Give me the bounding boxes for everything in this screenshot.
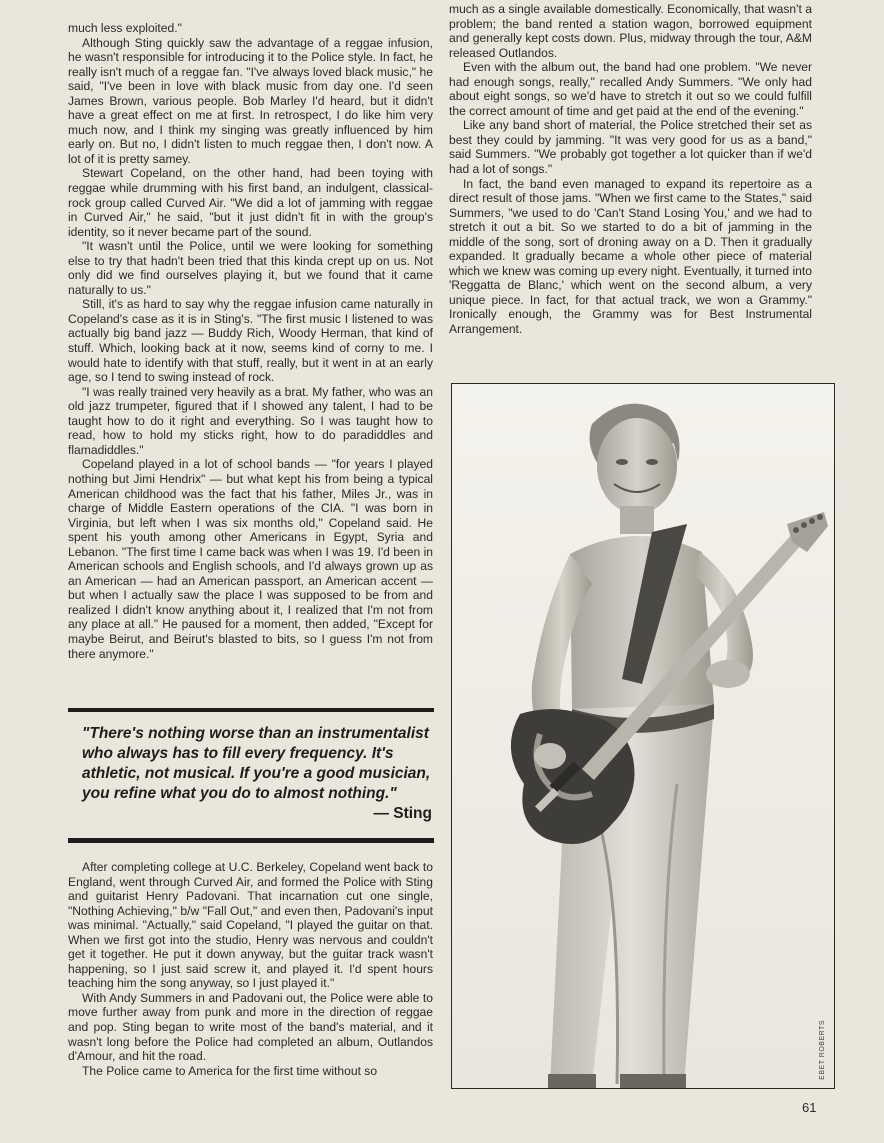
- article-column-right-top: [449, 2, 812, 337]
- paragraph: Like any band short of material, the Police stretched their set as best they could by jamming. "It was very good for us as a band," said Summers. "We probably got together a lot quicker than if we'd had a lot of songs.": [449, 118, 812, 177]
- pull-quote: [68, 724, 434, 824]
- paragraph: "I was really trained very heavily as a brat. My father, who was an old jazz trumpeter, figured that if I showed any talent, I had to be taught how to do it right and everything. So I was taught how to read, how to hold my sticks right, how to do paradiddles and flamadiddles.": [68, 384, 433, 457]
- article-column-left-top: [68, 21, 433, 661]
- paragraph: After completing college at U.C. Berkeley, Copeland went back to England, went through Curved Air, and formed the Police with Sting and guitarist Henry Padovani. That incarnation cut one single, "Nothing Achieving," b/w "Fall Out," and even then, Padovani's input was minimal. "Actually," said Copeland, "I played the guitar on that. When we first got into the studio, Henry was nervous and couldn't get it together. He put it down anyway, but the guitar track wasn't happening, so I just said screw it, and played it. I'd spent hours teaching him the song anyway, so I just played it.": [68, 860, 433, 991]
- concert-photo: [451, 383, 835, 1089]
- paragraph: With Andy Summers in and Padovani out, the Police were able to move further away from punk and more in the direction of reggae and pop. Sting began to write most of the band's material, and it wasn't long before the Police had completed an album, Outlandos d'Amour, and hit the road.: [68, 990, 433, 1064]
- bassist-photo-illustration: [452, 384, 835, 1089]
- pull-quote-top-rule: [68, 708, 434, 712]
- pull-quote-bottom-rule: [68, 838, 434, 843]
- paragraph: Even with the album out, the band had one problem. "We never had enough songs, really," recalled Andy Summers. "We only had about eight songs, so we'd have to stretch it out so we could fulfill the correct amount of time and get paid at the end of the evening.": [449, 60, 812, 118]
- article-column-left-bottom: [68, 860, 433, 1078]
- pull-quote-text: "There's nothing worse than an instrumentalist who always has to fill every frequency. It's athletic, not musical. If you're a good musician, you refine what you do to almost nothing.": [82, 725, 431, 802]
- paragraph: The Police came to America for the first time without so: [82, 1063, 378, 1078]
- pull-quote-attribution: — Sting: [373, 805, 432, 822]
- page-number: 61: [802, 1100, 817, 1115]
- paragraph: Still, it's as hard to say why the reggae infusion came naturally in Copeland's case as it is in Sting's. "The first music I listened to was actually big band jazz — Buddy Rich, Woody Herman, that kind of stuff. Which, looking back at it now, seems kind of corny to me. I would hate to identify with that stuff, really, but it went in at an early age, so I tend to swing instead of rock.: [68, 297, 433, 385]
- photo-credit: EBET ROBERTS: [819, 1020, 826, 1080]
- paragraph: Although Sting quickly saw the advantage of a reggae infusion, he wasn't responsible for introducing it to the Police style. In fact, he really isn't much of a reggae fan. "I've always loved black music," he said, "I've been in love with black music from day one. I'd seen James Brown, various people. Bob Marley I'd heard, but it didn't have a great effect on me at first. In retrospect, I do like him very much now, and I think my singing was greatly influenced by him early on. But no, I didn't listen to much reggae then, I don't now. A lot of it is pretty samey.: [68, 35, 433, 166]
- paragraph: "It wasn't until the Police, until we were looking for something else to try that hadn't been tried that this kinda crept up on us. Not only did we find ourselves playing it, but we found that it came naturally to us.": [68, 239, 433, 297]
- paragraph: Copeland played in a lot of school bands — "for years I played nothing but Jimi Hendrix" — but what kept his from being a typical American childhood was the fact that his father, Miles Jr., was in charge of Middle Eastern operations of the CIA. "I was born in Virginia, but left when I was six months old," Copeland said. He spent his youth among other Americans in Egypt, Syria and Lebanon. "The first time I came back was when I was 19. I'd been in American schools and English schools, and I'd always grown up as an American — had an American passport, an American accent — but when I actually saw the place I was supposed to be from and realized I didn't know anything about it, I realized that I'm not from any place at all." He paused for a moment, then added, "Except for maybe Beirut, and Beirut's blasted to bits, so I guess I'm not from there anymore.": [68, 457, 433, 661]
- paragraph: In fact, the band even managed to expand its repertoire as a direct result of those jams. "When we first came to the States," said Summers, "we used to do 'Can't Stand Losing You,' and we had to stretch it out a bit. So we started to do a bit of jamming in the middle of the song, sort of droning away on a D. Then it gradually expanded. It gradually became a whole other piece of material which we knew was coming up every night. Eventually, it turned into 'Reggatta de Blanc,' which went on the second album, a very unique piece. In fact, for that actual track, we won a Grammy." Ironically enough, the Grammy was for Best Instrumental Arrangement.: [449, 176, 812, 337]
- paragraph: much as a single available domestically. Economically, that wasn't a problem; the band rented a station wagon, borrowed equipment and generally kept costs down. Plus, midway through the tour, A&M released Outlandos.: [449, 2, 812, 60]
- paragraph: Stewart Copeland, on the other hand, had been toying with reggae while drumming with his first band, an indulgent, classical-rock group called Curved Air. "We did a lot of jamming with reggae in Curved Air," he said, "but it just didn't fit in with the group's identity, so it never became part of the sound.: [68, 166, 433, 239]
- paragraph: much less exploited.": [68, 21, 182, 35]
